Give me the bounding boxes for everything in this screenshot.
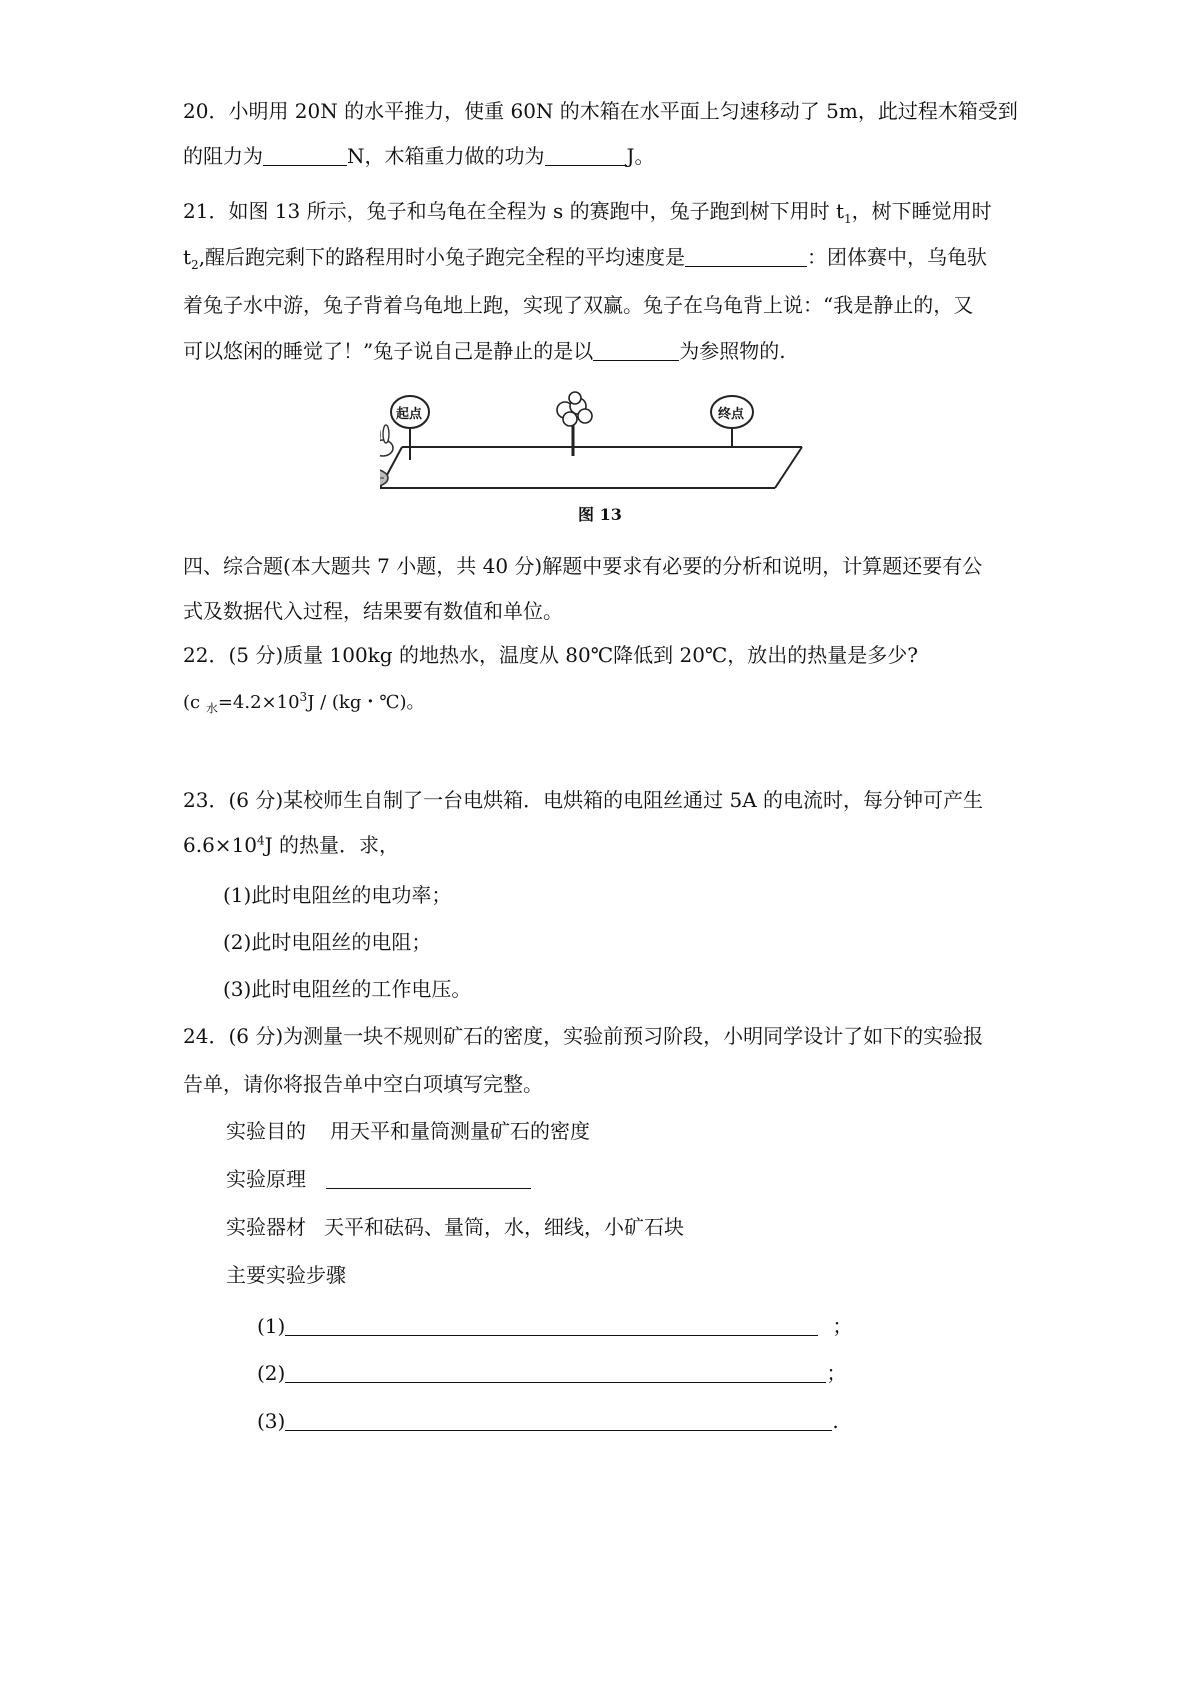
q22-text-2c: J / (kg・℃)。 — [307, 692, 425, 713]
equipment-value: 天平和砝码、量筒，水，细线，小矿石块 — [324, 1215, 684, 1239]
q24-text-1: 24．(6 分)为测量一块不规则矿石的密度，实验前预习阶段，小明同学设计了如下的实验报 — [183, 1024, 984, 1048]
q23-item-3 — [223, 974, 1069, 1004]
q21-line3 — [183, 290, 1029, 320]
q24-line2 — [183, 1069, 1029, 1099]
start-sign-label: 起点 — [396, 407, 423, 422]
section4-line2 — [183, 596, 1029, 626]
purpose-value: 用天平和量筒测量矿石的密度 — [330, 1119, 590, 1143]
q24-line1 — [183, 1021, 1029, 1051]
q24-purpose-row — [226, 1116, 1072, 1146]
q23-item-1 — [223, 880, 1069, 910]
q21-text-1b: ，树下睡觉用时 — [851, 199, 992, 223]
step-1-blank[interactable] — [285, 1315, 818, 1336]
q22-text-2b: =4.2×10 — [217, 692, 300, 713]
step-2-label: (2) — [257, 1361, 286, 1385]
q23-item-text-2: (2)此时电阻丝的电阻； — [223, 930, 432, 954]
end-sign-label: 终点 — [718, 407, 745, 422]
track-right-edge — [775, 447, 802, 488]
q23-item-2 — [223, 927, 1069, 957]
q24-step-2 — [257, 1358, 1103, 1388]
section4-line1 — [183, 551, 1029, 581]
q24-steps-heading — [226, 1260, 1072, 1290]
q22-sup: 3 — [299, 690, 308, 704]
q21-text-2a: t — [183, 245, 192, 269]
q24-step-3 — [257, 1406, 1103, 1436]
q21-text-4b: 为参照物的. — [679, 339, 786, 363]
steps-label: 主要实验步骤 — [226, 1263, 346, 1287]
q21-blank-speed[interactable] — [685, 246, 807, 267]
q21-sub-2: 2 — [191, 258, 199, 272]
q21-text-1a: 21．如图 13 所示，兔子和乌龟在全程为 s 的赛跑中，兔子跑到树下用时 t — [183, 199, 844, 223]
step-3-blank[interactable] — [285, 1410, 832, 1431]
section4-text-1: 四、综合题(本大题共 7 小题，共 40 分)解题中要求有必要的分析和说明，计算题还要有公 — [183, 554, 983, 578]
q20-text-1: 20．小明用 20N 的水平推力，使重 60N 的木箱在水平面上匀速移动了 5m，此过程木箱受到 — [183, 99, 1018, 123]
figure-caption: 图 13 — [578, 505, 622, 524]
q21-line2 — [183, 242, 1029, 272]
step-2-end: ； — [826, 1361, 847, 1385]
q21-sub-1: 1 — [844, 212, 852, 226]
q20-text-2c: J。 — [626, 144, 655, 168]
step-3-label: (3) — [257, 1409, 286, 1433]
q24-text-2: 告单，请你将报告单中空白项填写完整。 — [183, 1072, 543, 1096]
q21-line4 — [183, 336, 1029, 366]
principle-blank[interactable] — [326, 1168, 531, 1189]
equipment-label: 实验器材 — [226, 1215, 306, 1239]
q20-line1 — [183, 96, 1029, 126]
q21-text-4a: 可以悠闲的睡觉了！”兔子说自己是静止的是以 — [183, 339, 594, 363]
q20-blank-resistance[interactable] — [263, 145, 347, 166]
q23-item-text-1: (1)此时电阻丝的电功率； — [223, 883, 452, 907]
q21-blank-reference[interactable] — [593, 340, 679, 361]
q24-step-1 — [257, 1311, 1103, 1341]
q23-item-text-3: (3)此时电阻丝的工作电压。 — [223, 977, 472, 1001]
q20-text-2a: 的阻力为 — [183, 144, 263, 168]
q23-text-1: 23．(6 分)某校师生自制了一台电烘箱．电烘箱的电阻丝通过 5A 的电流时，每分钟可产生 — [183, 788, 984, 812]
q24-principle-row — [226, 1164, 1072, 1194]
q22-text-1: 22．(5 分)质量 100kg 的地热水，温度从 80℃降低到 20℃，放出的热量是多少? — [183, 643, 919, 667]
step-3-end: . — [832, 1409, 839, 1433]
q23-line2 — [183, 830, 1029, 860]
purpose-label: 实验目的 — [226, 1119, 306, 1143]
rabbit-icon — [380, 425, 393, 456]
q23-text-2b: J 的热量．求， — [264, 833, 400, 857]
q22-text-2a: (c — [183, 692, 206, 713]
q20-text-2b: N，木箱重力做的功为 — [347, 144, 545, 168]
q20-blank-work[interactable] — [545, 145, 627, 166]
q22-line2 — [183, 688, 1029, 718]
step-1-label: (1) — [257, 1314, 286, 1338]
q23-text-2a: 6.6×10 — [183, 833, 258, 857]
q22-line1 — [183, 640, 1029, 670]
q21-line1 — [183, 196, 1029, 226]
step-1-end: ； — [832, 1314, 853, 1338]
q21-text-2c: ：团体赛中，乌龟驮 — [807, 245, 988, 269]
q20-line2 — [183, 141, 1029, 171]
tortoise-icon — [380, 469, 388, 487]
q21-text-2b: ,醒后跑完剩下的路程用时小兔子跑完全程的平均速度是 — [198, 245, 686, 269]
q23-sup: 4 — [257, 833, 265, 848]
principle-label: 实验原理 — [226, 1167, 306, 1191]
step-2-blank[interactable] — [285, 1362, 826, 1383]
q24-equipment-row — [226, 1212, 1072, 1242]
section4-text-2: 式及数据代入过程，结果要有数值和单位。 — [183, 599, 563, 623]
q21-text-3: 着兔子水中游，兔子背着乌龟地上跑，实现了双赢。兔子在乌龟背上说：“我是静止的，又 — [183, 293, 974, 317]
q22-sub: 水 — [205, 701, 218, 716]
q23-line1 — [183, 785, 1029, 815]
